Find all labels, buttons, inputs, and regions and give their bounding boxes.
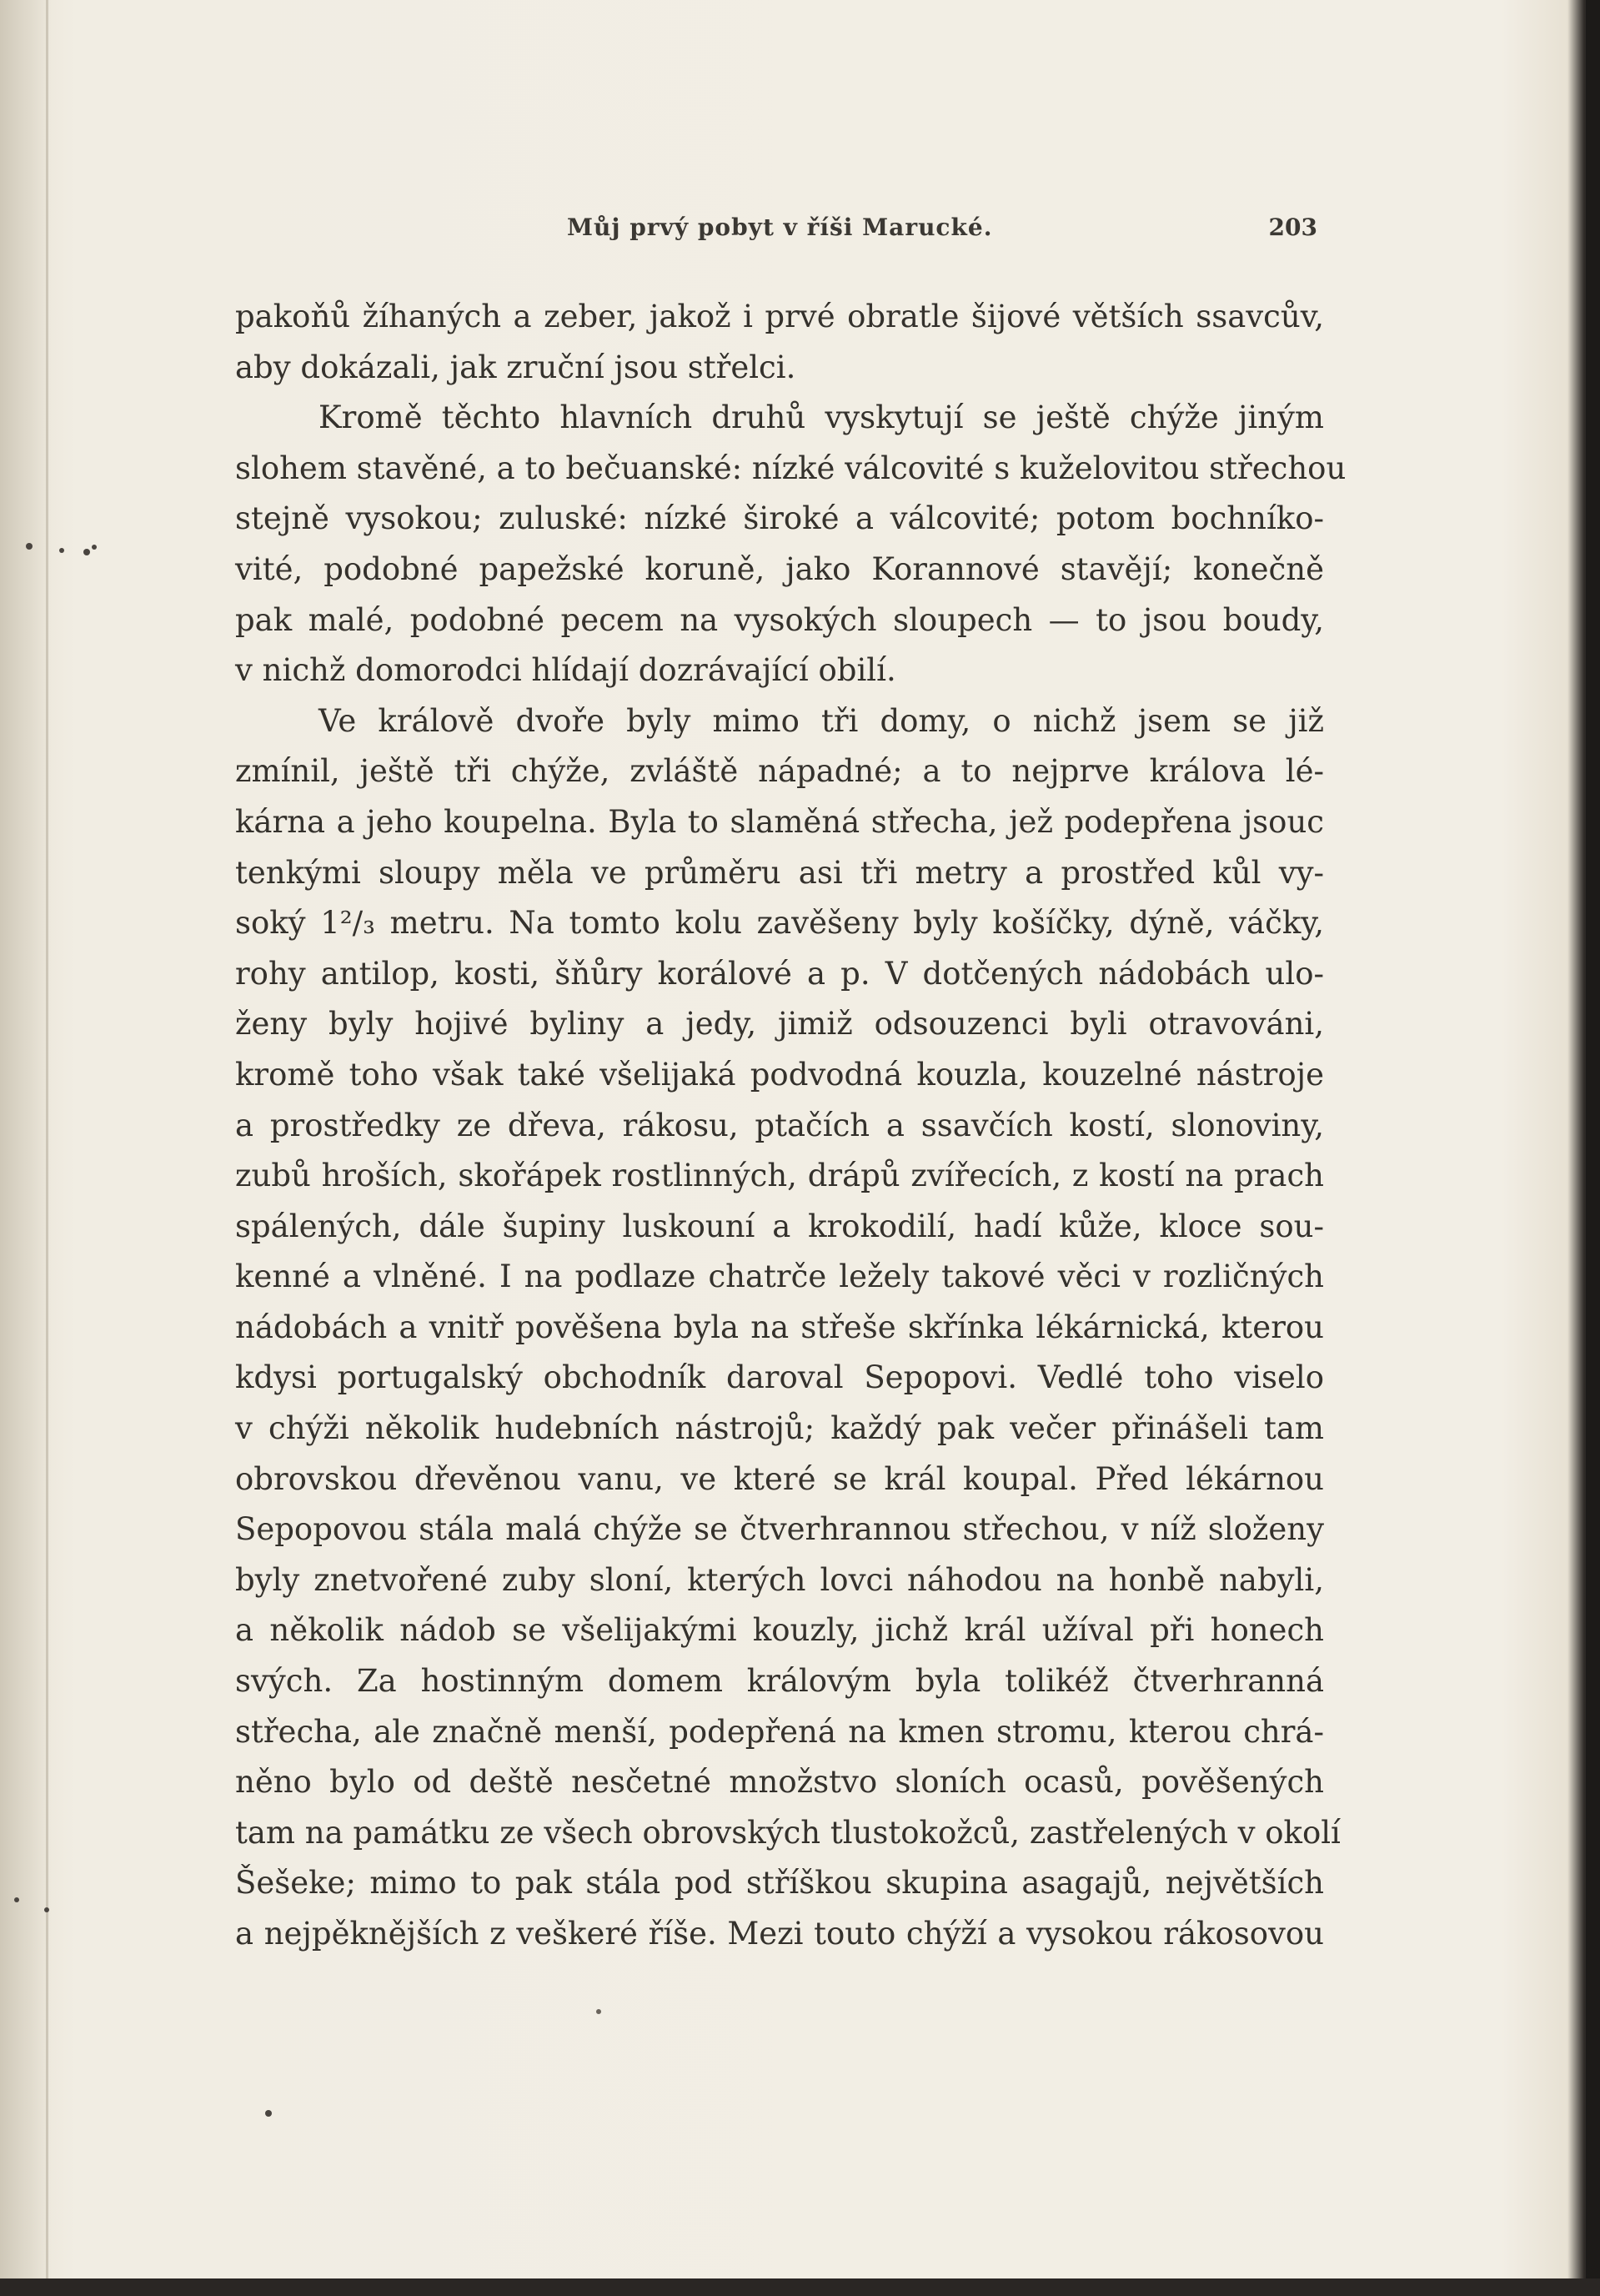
text-line: obrovskou dřevěnou vanu, ve které se král koupal. Před lékárnou bbox=[235, 1460, 1324, 1497]
text-line: zubů hroších, skořápek rostlinných, drápů zvířecích, z kostí na prach bbox=[235, 1158, 1324, 1194]
page-edge-bottom bbox=[0, 2278, 1600, 2296]
text-line: byly znetvořené zuby sloní, kterých lovci náhodou na honbě nabyli, bbox=[235, 1561, 1324, 1598]
text-line: Sepopovou stála malá chýže se čtverhrannou střechou, v níž složeny bbox=[235, 1511, 1324, 1548]
text-line: a prostředky ze dřeva, rákosu, ptačích a ssavčích kostí, slonoviny, bbox=[235, 1107, 1324, 1143]
ink-speck bbox=[596, 2009, 601, 2014]
text-line: pak malé, podobné pecem na vysokých sloupech — to jsou boudy, bbox=[235, 601, 1324, 638]
text-line: kárna a jeho koupelna. Byla to slaměná střecha, jež podepřena jsouc bbox=[235, 803, 1324, 840]
text-line: vité, podobné papežské koruně, jako Korannové stavějí; konečně bbox=[235, 550, 1324, 587]
ink-speck bbox=[92, 545, 97, 550]
text-line: a nejpěknějších z veškeré říše. Mezi touto chýží a vysokou rákosovou bbox=[235, 1916, 1324, 1952]
text-line: zmínil, ještě tři chýže, zvláště nápadné; a to nejprve králova lé- bbox=[235, 753, 1324, 790]
text-line: Kromě těchto hlavních druhů vyskytují se ještě chýže jiným bbox=[318, 399, 1324, 436]
text-line: tam na památku ze všech obrovských tlustokožců, zastřelených v okolí bbox=[235, 1814, 1341, 1851]
running-title: Můj prvý pobyt v říši Marucké. bbox=[567, 214, 993, 241]
page-edge-right bbox=[1586, 0, 1600, 2296]
text-line: stejně vysokou; zuluské: nízké široké a válcovité; potom bochníko- bbox=[235, 500, 1324, 537]
text-line: spálených, dále šupiny luskouní a krokodilí, hadí kůže, kloce sou- bbox=[235, 1208, 1324, 1244]
page-header bbox=[233, 214, 1317, 247]
text-line: rohy antilop, kosti, šňůry korálové a p. V dotčených nádobách ulo- bbox=[235, 955, 1324, 992]
text-line: pakoňů žíhaných a zeber, jakož i prvé obratle šijové větších ssavcův, bbox=[235, 299, 1324, 334]
text-line: kdysi portugalský obchodník daroval Sepopovi. Vedlé toho viselo bbox=[235, 1359, 1324, 1396]
text-line: tenkými sloupy měla ve průměru asi tři metry a prostřed kůl vy- bbox=[235, 854, 1324, 891]
text-line: soký 1²/₃ metru. Na tomto kolu zavěšeny byly košíčky, dýně, váčky, bbox=[235, 905, 1324, 942]
page-number: 203 bbox=[1268, 214, 1317, 241]
text-line: ženy byly hojivé byliny a jedy, jimiž odsouzenci byli otravováni, bbox=[235, 1006, 1324, 1042]
text-line: kromě toho však také všelijaká podvodná kouzla, kouzelné nástroje bbox=[235, 1056, 1324, 1093]
text-line: a několik nádob se všelijakými kouzly, jichž král užíval při honech bbox=[235, 1612, 1324, 1649]
binding-shadow bbox=[0, 0, 52, 2296]
text-line: Ve králově dvoře byly mimo tři domy, o nichž jsem se již bbox=[318, 702, 1324, 739]
text-line: nádobách a vnitř pověšena byla na střeše skřínka lékárnická, kterou bbox=[235, 1309, 1324, 1345]
text-line: v chýži několik hudebních nástrojů; každý pak večer přinášeli tam bbox=[235, 1410, 1324, 1447]
text-line: svých. Za hostinným domem královým byla tolikéž čtverhranná bbox=[235, 1663, 1324, 1700]
text-line: něno bylo od deště nesčetné množstvo sloních ocasů, pověšených bbox=[235, 1764, 1324, 1801]
text-line: v nichž domorodci hlídají dozrávající obilí. bbox=[235, 652, 896, 689]
body-text bbox=[235, 292, 1347, 1960]
ink-speck bbox=[83, 549, 90, 555]
ink-speck bbox=[265, 2110, 272, 2117]
text-line: kenné a vlněné. I na podlaze chatrče ležely takové věci v rozličných bbox=[235, 1259, 1324, 1295]
text-line: slohem stavěné, a to bečuanské: nízké válcovité s kuželovitou střechou bbox=[235, 450, 1347, 486]
binding-edge bbox=[46, 0, 48, 2296]
text-line: aby dokázali, jak zruční jsou střelci. bbox=[235, 349, 796, 385]
ink-speck bbox=[59, 548, 64, 553]
text-line: střecha, ale značně menší, podepřená na kmen stromu, kterou chrá- bbox=[235, 1713, 1324, 1750]
text-line: Šešeke; mimo to pak stála pod stříškou skupina asagajů, největších bbox=[235, 1865, 1324, 1902]
